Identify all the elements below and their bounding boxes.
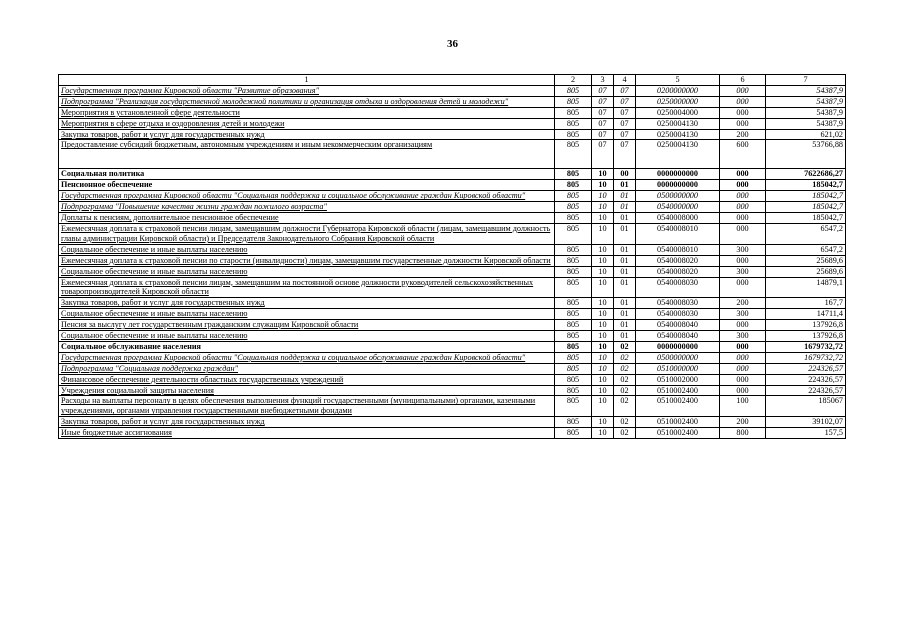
row-name: Мероприятия в сфере отдыха и оздоровления детей и молодежи	[59, 118, 555, 129]
ministry-code: 805	[555, 309, 592, 320]
row-name: Закупка товаров, работ и услуг для государственных нужд	[59, 417, 555, 428]
subsection-code: 02	[614, 374, 636, 385]
amount-value: 7622686,27	[766, 169, 846, 180]
row-name: Ежемесячная доплата к страховой пенсии по старости (инвалидности) лицам, замещавшим государственные должности Кировской области	[59, 255, 555, 266]
expense-type-code: 000	[720, 320, 766, 331]
subsection-code: 07	[614, 129, 636, 140]
table-row	[59, 107, 846, 118]
expense-type-code: 000	[720, 223, 766, 244]
amount-value: 137926,8	[766, 320, 846, 331]
target-article-code: 0540000000	[636, 202, 720, 213]
table-row	[59, 417, 846, 428]
table-row	[59, 85, 846, 96]
section-code: 07	[592, 140, 614, 169]
section-code: 10	[592, 213, 614, 224]
row-name: Социальная политика	[59, 169, 555, 180]
target-article-code: 0540008010	[636, 223, 720, 244]
expense-type-code: 000	[720, 385, 766, 396]
subsection-code: 01	[614, 277, 636, 298]
section-code: 10	[592, 352, 614, 363]
section-code: 07	[592, 85, 614, 96]
target-article-code: 0000000000	[636, 169, 720, 180]
ministry-code: 805	[555, 352, 592, 363]
table-row	[59, 180, 846, 191]
row-name: Государственная программа Кировской области "Социальная поддержка и социальное обслуживание граждан Кировской области"	[59, 352, 555, 363]
table-row	[59, 118, 846, 129]
target-article-code: 0540008010	[636, 244, 720, 255]
ministry-code: 805	[555, 331, 592, 342]
ministry-code: 805	[555, 129, 592, 140]
amount-value: 224326,57	[766, 374, 846, 385]
amount-value: 54387,9	[766, 107, 846, 118]
ministry-code: 805	[555, 140, 592, 169]
row-name: Подпрограмма "Повышение качества жизни граждан пожилого возраста"	[59, 202, 555, 213]
expense-type-code: 000	[720, 85, 766, 96]
target-article-code: 0540008030	[636, 298, 720, 309]
row-name: Закупка товаров, работ и услуг для государственных нужд	[59, 298, 555, 309]
expense-type-code: 000	[720, 96, 766, 107]
ministry-code: 805	[555, 202, 592, 213]
ministry-code: 805	[555, 223, 592, 244]
row-name: Ежемесячная доплата к страховой пенсии лицам, замещавшим на постоянной основе должности руководителей сельскохозяйственных товаропроизводителей Кировской области	[59, 277, 555, 298]
expense-type-code: 800	[720, 428, 766, 439]
section-code: 10	[592, 417, 614, 428]
row-name: Подпрограмма "Социальная поддержка граждан"	[59, 363, 555, 374]
expense-type-code: 000	[720, 363, 766, 374]
subsection-code: 02	[614, 385, 636, 396]
target-article-code: 0250004000	[636, 107, 720, 118]
row-name: Предоставление субсидий бюджетным, автономным учреждениям и иным некоммерческим организациям	[59, 140, 555, 169]
ministry-code: 805	[555, 417, 592, 428]
ministry-code: 805	[555, 320, 592, 331]
amount-value: 167,7	[766, 298, 846, 309]
section-code: 10	[592, 266, 614, 277]
row-name: Пенсионное обеспечение	[59, 180, 555, 191]
subsection-code: 01	[614, 191, 636, 202]
section-code: 10	[592, 385, 614, 396]
ministry-code: 805	[555, 85, 592, 96]
ministry-code: 805	[555, 428, 592, 439]
amount-value: 1679732,72	[766, 341, 846, 352]
column-header: 4	[614, 75, 636, 86]
target-article-code: 0540008040	[636, 331, 720, 342]
subsection-code: 02	[614, 363, 636, 374]
expense-type-code: 200	[720, 298, 766, 309]
section-code: 10	[592, 320, 614, 331]
amount-value: 25689,6	[766, 255, 846, 266]
subsection-code: 01	[614, 331, 636, 342]
target-article-code: 0500000000	[636, 191, 720, 202]
row-name: Государственная программа Кировской области "Развитие образования"	[59, 85, 555, 96]
target-article-code: 0250004130	[636, 129, 720, 140]
column-header: 5	[636, 75, 720, 86]
target-article-code: 0510002400	[636, 396, 720, 417]
expense-type-code: 200	[720, 417, 766, 428]
amount-value: 185042,7	[766, 202, 846, 213]
table-row	[59, 223, 846, 244]
target-article-code: 0510002400	[636, 385, 720, 396]
target-article-code: 0540008030	[636, 277, 720, 298]
subsection-code: 07	[614, 85, 636, 96]
expense-type-code: 000	[720, 191, 766, 202]
subsection-code: 01	[614, 244, 636, 255]
row-name: Иные бюджетные ассигнования	[59, 428, 555, 439]
ministry-code: 805	[555, 255, 592, 266]
subsection-code: 02	[614, 396, 636, 417]
amount-value: 54387,9	[766, 85, 846, 96]
target-article-code: 0540008020	[636, 255, 720, 266]
section-code: 10	[592, 331, 614, 342]
section-code: 10	[592, 341, 614, 352]
subsection-code: 02	[614, 352, 636, 363]
expense-type-code: 000	[720, 213, 766, 224]
table-row	[59, 309, 846, 320]
table-row	[59, 428, 846, 439]
expense-type-code: 000	[720, 180, 766, 191]
subsection-code: 02	[614, 341, 636, 352]
table-row	[59, 255, 846, 266]
ministry-code: 805	[555, 191, 592, 202]
target-article-code: 0250000000	[636, 96, 720, 107]
amount-value: 54387,9	[766, 118, 846, 129]
ministry-code: 805	[555, 385, 592, 396]
amount-value: 185042,7	[766, 213, 846, 224]
amount-value: 185042,7	[766, 191, 846, 202]
row-name: Расходы на выплаты персоналу в целях обеспечения выполнения функций государственными (муниципальными) органами, казенными учреждениями, органами управления государственными внебюджетными фондами	[59, 396, 555, 417]
section-code: 10	[592, 309, 614, 320]
amount-value: 53766,88	[766, 140, 846, 169]
target-article-code: 0500000000	[636, 352, 720, 363]
subsection-code: 02	[614, 428, 636, 439]
row-name: Социальное обеспечение и иные выплаты населению	[59, 266, 555, 277]
section-code: 10	[592, 428, 614, 439]
ministry-code: 805	[555, 341, 592, 352]
amount-value: 25689,6	[766, 266, 846, 277]
amount-value: 14879,1	[766, 277, 846, 298]
amount-value: 224326,57	[766, 363, 846, 374]
table-row	[59, 202, 846, 213]
row-name: Подпрограмма "Реализация государственной молодежной политики и организация отдыха и оздоровления детей и молодежи"	[59, 96, 555, 107]
amount-value: 224326,57	[766, 385, 846, 396]
row-name: Социальное обеспечение и иные выплаты населению	[59, 244, 555, 255]
expense-type-code: 600	[720, 140, 766, 169]
row-name: Доплаты к пенсиям, дополнительное пенсионное обеспечение	[59, 213, 555, 224]
row-name: Пенсия за выслугу лет государственным гражданским служащим Кировской области	[59, 320, 555, 331]
amount-value: 6547,2	[766, 223, 846, 244]
section-code: 10	[592, 202, 614, 213]
amount-value: 6547,2	[766, 244, 846, 255]
section-code: 07	[592, 129, 614, 140]
ministry-code: 805	[555, 169, 592, 180]
amount-value: 14711,4	[766, 309, 846, 320]
subsection-code: 07	[614, 140, 636, 169]
section-code: 10	[592, 255, 614, 266]
target-article-code: 0540008020	[636, 266, 720, 277]
target-article-code: 0250004130	[636, 140, 720, 169]
subsection-code: 01	[614, 320, 636, 331]
row-name: Социальное обеспечение и иные выплаты населению	[59, 331, 555, 342]
section-code: 10	[592, 363, 614, 374]
subsection-code: 07	[614, 96, 636, 107]
subsection-code: 01	[614, 298, 636, 309]
expense-type-code: 000	[720, 169, 766, 180]
amount-value: 54387,9	[766, 96, 846, 107]
ministry-code: 805	[555, 107, 592, 118]
target-article-code: 0000000000	[636, 341, 720, 352]
table-row	[59, 341, 846, 352]
expense-type-code: 000	[720, 255, 766, 266]
table-row	[59, 169, 846, 180]
table-row	[59, 352, 846, 363]
expense-type-code: 000	[720, 374, 766, 385]
section-code: 10	[592, 396, 614, 417]
subsection-code: 02	[614, 417, 636, 428]
table-row	[59, 213, 846, 224]
table-row	[59, 129, 846, 140]
section-code: 10	[592, 180, 614, 191]
expense-type-code: 000	[720, 202, 766, 213]
expense-type-code: 300	[720, 266, 766, 277]
ministry-code: 805	[555, 277, 592, 298]
column-number-row	[59, 75, 846, 86]
subsection-code: 07	[614, 118, 636, 129]
budget-table	[58, 74, 846, 439]
amount-value: 137926,8	[766, 331, 846, 342]
amount-value: 157,5	[766, 428, 846, 439]
section-code: 10	[592, 298, 614, 309]
ministry-code: 805	[555, 118, 592, 129]
table-row	[59, 331, 846, 342]
table-body	[59, 85, 846, 438]
row-name: Государственная программа Кировской области "Социальная поддержка и социальное обслуживание граждан Кировской области"	[59, 191, 555, 202]
table-row	[59, 385, 846, 396]
column-header: 1	[59, 75, 555, 86]
amount-value: 39102,07	[766, 417, 846, 428]
ministry-code: 805	[555, 396, 592, 417]
expense-type-code: 300	[720, 331, 766, 342]
target-article-code: 0540008000	[636, 213, 720, 224]
subsection-code: 01	[614, 180, 636, 191]
table-row	[59, 96, 846, 107]
target-article-code: 0000000000	[636, 180, 720, 191]
column-header: 6	[720, 75, 766, 86]
target-article-code: 0510000000	[636, 363, 720, 374]
section-code: 10	[592, 191, 614, 202]
ministry-code: 805	[555, 96, 592, 107]
row-name: Мероприятия в установленной сфере деятельности	[59, 107, 555, 118]
section-code: 10	[592, 223, 614, 244]
expense-type-code: 300	[720, 309, 766, 320]
ministry-code: 805	[555, 374, 592, 385]
amount-value: 185067	[766, 396, 846, 417]
row-name: Социальное обеспечение и иные выплаты населению	[59, 309, 555, 320]
subsection-code: 01	[614, 202, 636, 213]
table-row	[59, 277, 846, 298]
expense-type-code: 100	[720, 396, 766, 417]
column-header: 3	[592, 75, 614, 86]
section-code: 10	[592, 277, 614, 298]
ministry-code: 805	[555, 298, 592, 309]
section-code: 10	[592, 374, 614, 385]
subsection-code: 01	[614, 213, 636, 224]
target-article-code: 0540008040	[636, 320, 720, 331]
expense-type-code: 200	[720, 129, 766, 140]
ministry-code: 805	[555, 180, 592, 191]
amount-value: 185042,7	[766, 180, 846, 191]
section-code: 07	[592, 96, 614, 107]
section-code: 07	[592, 118, 614, 129]
section-code: 10	[592, 169, 614, 180]
subsection-code: 00	[614, 169, 636, 180]
page-number: 36	[447, 38, 458, 50]
table-row	[59, 266, 846, 277]
table-row	[59, 363, 846, 374]
target-article-code: 0200000000	[636, 85, 720, 96]
amount-value: 621,02	[766, 129, 846, 140]
expense-type-code: 300	[720, 244, 766, 255]
ministry-code: 805	[555, 244, 592, 255]
section-code: 10	[592, 244, 614, 255]
column-header: 7	[766, 75, 846, 86]
subsection-code: 07	[614, 107, 636, 118]
expense-type-code: 000	[720, 118, 766, 129]
row-name: Учреждения социальной защиты населения	[59, 385, 555, 396]
section-code: 07	[592, 107, 614, 118]
ministry-code: 805	[555, 363, 592, 374]
subsection-code: 01	[614, 309, 636, 320]
ministry-code: 805	[555, 213, 592, 224]
table-row	[59, 140, 846, 169]
row-name: Ежемесячная доплата к страховой пенсии лицам, замещавшим должности Губернатора Кировской области (лицам, замещавшим должность главы администрации Кировской области) и Председателя Законодательного Собрания Кировской области	[59, 223, 555, 244]
subsection-code: 01	[614, 255, 636, 266]
table-row	[59, 374, 846, 385]
target-article-code: 0510002000	[636, 374, 720, 385]
target-article-code: 0510002400	[636, 417, 720, 428]
table-row	[59, 320, 846, 331]
expense-type-code: 000	[720, 341, 766, 352]
table-row	[59, 191, 846, 202]
row-name: Социальное обслуживание населения	[59, 341, 555, 352]
amount-value: 1679732,72	[766, 352, 846, 363]
column-header: 2	[555, 75, 592, 86]
target-article-code: 0510002400	[636, 428, 720, 439]
expense-type-code: 000	[720, 107, 766, 118]
table-row	[59, 298, 846, 309]
row-name: Финансовое обеспечение деятельности областных государственных учреждений	[59, 374, 555, 385]
target-article-code: 0250004130	[636, 118, 720, 129]
target-article-code: 0540008030	[636, 309, 720, 320]
row-name: Закупка товаров, работ и услуг для государственных нужд	[59, 129, 555, 140]
table-row	[59, 244, 846, 255]
subsection-code: 01	[614, 223, 636, 244]
expense-type-code: 000	[720, 277, 766, 298]
subsection-code: 01	[614, 266, 636, 277]
expense-type-code: 000	[720, 352, 766, 363]
ministry-code: 805	[555, 266, 592, 277]
table-row	[59, 396, 846, 417]
